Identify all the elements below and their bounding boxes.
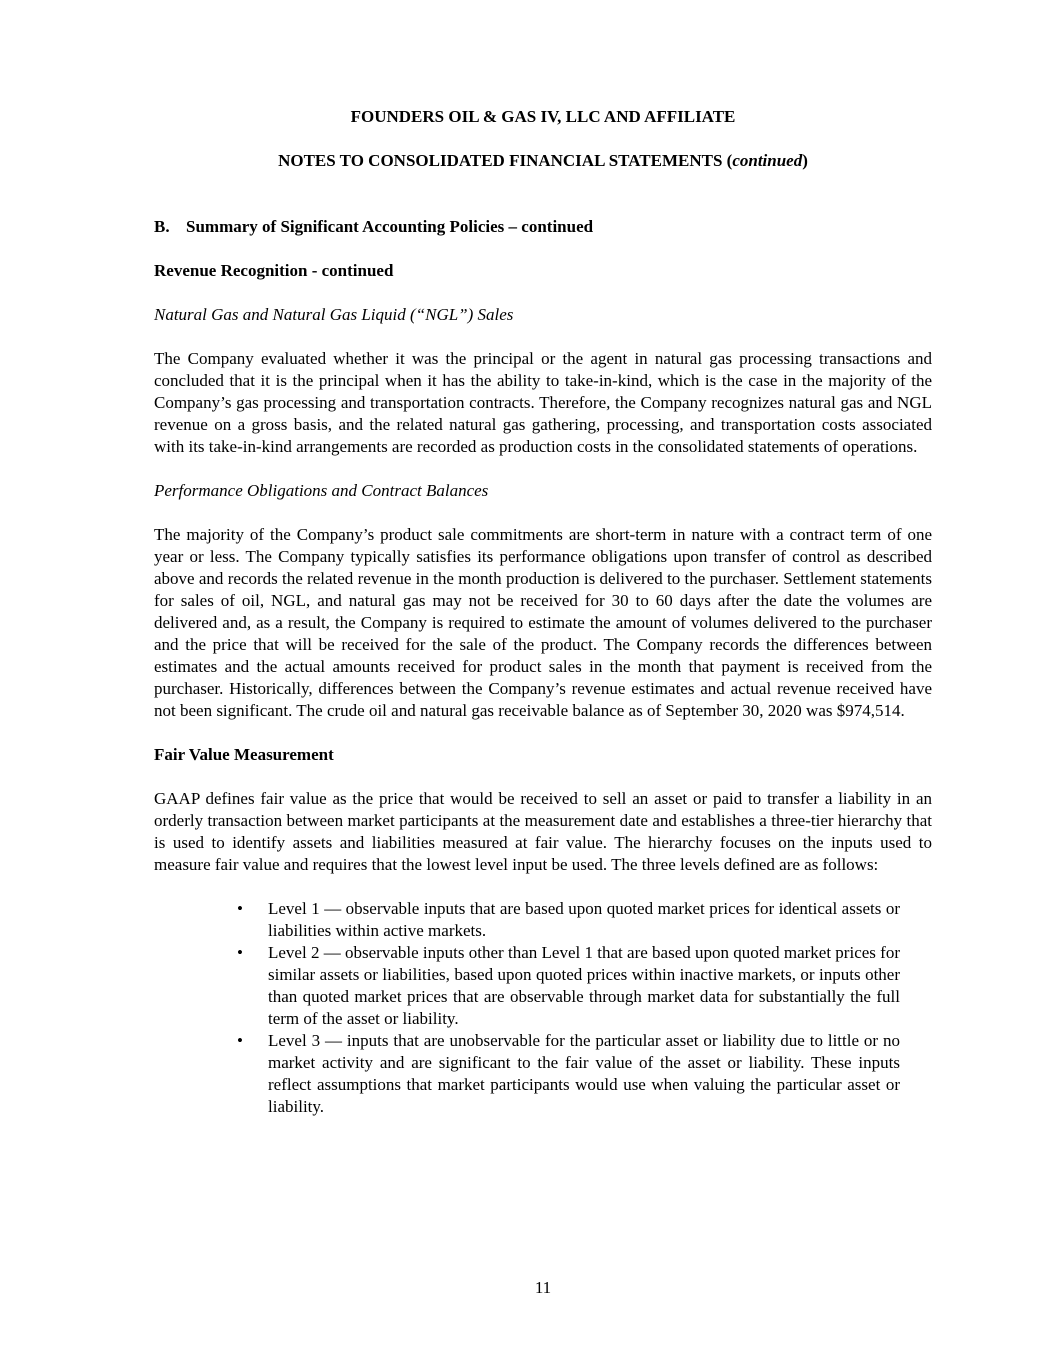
paragraph-performance-obligations: The majority of the Company’s product sale commitments are short-term in nature with a contract term of one year or less. The Company typically satisfies its performance obligations upon transfer of control as described above and records the related revenue in the month production is delivered to the purchaser. Settlement statements for sales of oil, NGL, and natural gas may not be received for 30 to 60 days after the date the volumes are delivered and, as a result, the Company is required to estimate the amount of volumes delivered to the purchaser and the price that will be received for the sale of the product. The Company records the differences between estimates and the actual amounts received for product sales in the month that payment is received from the purchaser. Historically, differences between the Company’s revenue estimates and actual revenue received have not been significant. The crude oil and natural gas receivable balance as of September 30, 2020 was $974,514. [154,525,932,720]
subtitle-continued-text: continued [732,151,803,170]
subtitle-close-paren: ) [802,151,808,170]
section-letter: B. [154,217,170,236]
document-title: FOUNDERS OIL & GAS IV, LLC AND AFFILIATE [350,107,736,126]
bullet-item-level-1: • Level 1 — observable inputs that are based upon quoted market prices for identical assets or liabilities within active markets. [268,898,900,942]
page-number: 11 [534,1278,552,1297]
document-subtitle [154,150,932,172]
section-title: Summary of Significant Accounting Policies – continued [186,217,594,236]
paragraph-ngl-sales: The Company evaluated whether it was the principal or the agent in natural gas processing transactions and concluded that it is the principal when it has the ability to take-in-kind, which is the case in the majority of the Company’s gas processing and transportation contracts. Therefore, the Company recognizes natural gas and NGL revenue on a gross basis, and the related natural gas gathering, processing, and transportation costs associated with its take-in-kind arrangements are recorded as production costs in the consolidated statements of operations. [154,349,932,456]
heading-performance-obligations: Performance Obligations and Contract Balances [154,481,489,500]
section-heading-b [154,216,932,238]
paragraph-fair-value: GAAP defines fair value as the price that would be received to sell an asset or paid to transfer a liability in an orderly transaction between market participants at the measurement date and establishes a three-tier hierarchy that is used to identify assets and liabilities measured at fair value. The hierarchy focuses on the inputs used to measure fair value and requires that the lowest level input be used. The three levels defined are as follows: [154,789,932,874]
heading-ngl-sales: Natural Gas and Natural Gas Liquid (“NGL”) Sales [154,305,514,324]
bullet-item-level-2: • Level 2 — observable inputs other than Level 1 that are based upon quoted market prices for similar assets or liabilities, based upon quoted prices within inactive markets, or inputs other than quoted market prices that are observable through market data for substantially the full term of the asset or liability. [268,942,900,1030]
subtitle-text: NOTES TO CONSOLIDATED FINANCIAL STATEMENTS ( [278,151,733,170]
bullet-item-level-3: • Level 3 — inputs that are unobservable for the particular asset or liability due to little or no market activity and are significant to the fair value of the asset or liability. These inputs reflect assumptions that market participants would use when valuing the particular asset or liability. [268,1030,900,1118]
fair-value-levels-list [154,898,932,1118]
heading-fair-value-measurement: Fair Value Measurement [154,745,334,764]
heading-revenue-recognition: Revenue Recognition - continued [154,261,394,280]
